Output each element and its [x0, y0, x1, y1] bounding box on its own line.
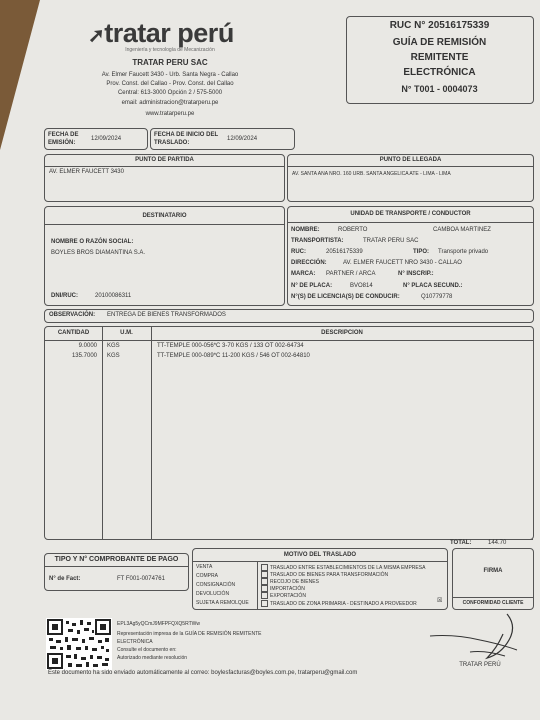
footer-line2: ELECTRÓNICA — [117, 639, 153, 645]
recipient-header: DESTINATARIO — [142, 213, 187, 219]
reason-pickup: RECOJO DE BIENES — [261, 578, 319, 585]
payment-label: N° de Fact: — [49, 576, 81, 582]
checkbox-icon — [261, 564, 268, 571]
departure-value: AV. ELMER FAUCETT 3430 — [49, 169, 124, 175]
checkbox-icon — [261, 600, 268, 607]
ruc-number: RUC N° 20516175339 — [389, 20, 490, 31]
row2-unit: KGS — [107, 353, 120, 359]
brand-label: MARCA: — [291, 271, 316, 277]
arrival-label: PUNTO DE LLEGADA — [379, 157, 442, 163]
address-label: DIRECCIÓN: — [291, 260, 327, 266]
company-address-1: Av. Elmer Faucett 3430 - Urb. Santa Negra - Callao — [101, 72, 239, 78]
reason-same-company: TRASLADO ENTRE ESTABLECIMIENTOS DE LA MISMA EMPRESA — [261, 564, 425, 571]
logo-text: tratar perú — [104, 18, 234, 48]
checkbox-icon — [261, 571, 268, 578]
reason-import: IMPORTACIÓN — [261, 585, 305, 592]
payment-value: FT F001-0074761 — [117, 576, 165, 582]
items-table — [44, 326, 534, 540]
checkbox-icon — [261, 585, 268, 592]
payment-box — [44, 553, 189, 591]
departure-label: PUNTO DE PARTIDA — [135, 157, 194, 163]
departure-box — [44, 154, 285, 202]
arrival-box — [287, 154, 534, 202]
doc-title-2: REMITENTE — [410, 52, 469, 63]
observation-value: ENTREGA DE BIENES TRANSFORMADOS — [107, 312, 226, 318]
signature-name: TRATAR PERÚ — [459, 662, 501, 668]
signature-footer: CONFORMIDAD CLIENTE — [462, 600, 524, 606]
signature-header: FIRMA — [483, 568, 503, 574]
emission-date-box — [44, 128, 148, 150]
reason-box — [192, 548, 448, 610]
plate-label: N° DE PLACA: — [291, 283, 333, 289]
type-label: TIPO: — [413, 249, 429, 255]
driver-surname-value: CAMBOA MARTINEZ — [433, 227, 491, 233]
ruc-label: RUC: — [291, 249, 306, 255]
reason-return: DEVOLUCIÓN — [196, 591, 230, 597]
driver-name-value: ROBERTO — [338, 227, 368, 233]
header-description: DESCRIPCION — [321, 330, 363, 336]
row1-unit: KGS — [107, 343, 120, 349]
background-corner — [0, 0, 40, 150]
reason-header: MOTIVO DEL TRASLADO — [283, 552, 357, 558]
type-value: Transporte privado — [438, 249, 489, 255]
total-value: 144.70 — [488, 540, 507, 546]
recipient-box — [44, 206, 285, 306]
footer-line1: Representación impresa de la GUÍA DE REMISIÓN REMITENTE — [117, 631, 262, 637]
license-value: Q10779778 — [421, 294, 453, 300]
company-phone: Central: 613-3000 Opción 2 / 575-5000 — [117, 90, 223, 96]
emission-date-label: FECHA DE EMISIÓN: — [48, 132, 79, 146]
doc-title-1: GUÍA DE REMISIÓN — [392, 37, 487, 48]
footer-line3: Consulte el documento en: — [117, 647, 177, 653]
recipient-id-label: DNI/RUC: — [51, 293, 78, 299]
doc-number: N° T001 - 0004073 — [401, 84, 478, 94]
driver-name-label: NOMBRE: — [291, 227, 320, 233]
reason-purchase: COMPRA — [196, 573, 218, 579]
header-quantity: CANTIDAD — [57, 330, 90, 336]
company-address-2: Prov. Const. del Callao - Prov. Const. del Callao — [106, 81, 234, 87]
company-tagline: Ingeniería y tecnología de Mecanización — [125, 47, 215, 53]
footer-hash: EPL3Ag5yQCmJ9MFPFQXQ5RTWw — [117, 621, 200, 627]
carrier-value: TRATAR PERU SAC — [363, 238, 419, 244]
checkbox-icon — [261, 578, 268, 585]
doc-title-3: ELECTRÓNICA — [403, 67, 476, 78]
reason-consignment: CONSIGNACIÓN — [196, 582, 236, 588]
reason-sale: VENTA — [196, 564, 213, 570]
transport-header: UNIDAD DE TRANSPORTE / CONDUCTOR — [350, 211, 471, 217]
inscription-label: N° INSCRIP.: — [398, 271, 434, 277]
company-logo — [88, 18, 234, 49]
reason-primary-zone: TRASLADO DE ZONA PRIMARIA - DESTINADO A PROVEEDOR — [261, 600, 417, 607]
checkbox-icon — [261, 592, 268, 599]
footer-email-text: Este documento ha sido enviado automáticamente al correo: boylesfacturas@boyles.com.pe, tratarperu@gmail.com — [48, 670, 358, 676]
recipient-id-value: 20100086311 — [95, 293, 132, 299]
handwritten-signature — [425, 606, 525, 666]
start-date-value: 12/09/2024 — [227, 136, 258, 142]
reason-trailer: SUJETA A REMOLQUE — [196, 600, 249, 606]
reason-transformation: TRASLADO DE BIENES PARA TRANSFORMACIÓN — [261, 571, 388, 578]
license-label: N°(S) DE LICENCIA(S) DE CONDUCIR: — [291, 294, 400, 300]
reason-export: EXPORTACIÓN — [261, 592, 306, 599]
company-email: email: administracion@tratarperu.pe — [121, 100, 219, 106]
start-date-box — [150, 128, 295, 150]
header-unit: U.M. — [120, 330, 133, 336]
carrier-label: TRANSPORTISTA: — [291, 238, 344, 244]
start-date-label: FECHA DE INICIO DEL TRASLADO: — [154, 132, 219, 146]
recipient-name-label: NOMBRE O RAZÓN SOCIAL: — [51, 239, 134, 245]
row1-quantity: 9.0000 — [78, 343, 97, 349]
recipient-name-value: BOYLES BROS DIAMANTINA S.A. — [51, 250, 146, 256]
checked-mark-icon: ☒ — [437, 598, 443, 604]
ruc-value: 20516175339 — [326, 249, 363, 255]
ruc-box — [346, 16, 534, 104]
arrival-value: AV. SANTA ANA NRO. 160 URB. SANTA ANGELICA ATE - LIMA - LIMA — [292, 171, 451, 177]
observation-label: OBSERVACIÓN: — [49, 312, 96, 318]
footer-line4: Autorizado mediante resolución — [117, 655, 188, 661]
transport-box — [287, 206, 534, 306]
payment-header: TIPO Y N° COMPROBANTE DE PAGO — [54, 556, 179, 563]
observation-box — [44, 309, 534, 323]
company-website: www.tratarperu.pe — [145, 111, 195, 117]
address-value: AV. ELMER FAUCETT NRO 3430 - CALLAO — [343, 260, 462, 266]
emission-date-value: 12/09/2024 — [91, 136, 122, 142]
brand-value: PARTNER / ARCA — [326, 271, 376, 277]
row2-quantity: 135.7000 — [71, 353, 97, 359]
row1-description: TT-TEMPLE 000-056*C 3-70 KGS / 133 OT 002-64734 — [157, 343, 304, 349]
plate-value: BVO814 — [350, 283, 373, 289]
company-name: TRATAR PERU SAC — [132, 58, 208, 67]
row2-description: TT-TEMPLE 000-089*C 11-200 KGS / 546 OT 002-64810 — [157, 353, 310, 359]
signature-box — [452, 548, 534, 610]
qr-code — [46, 618, 112, 670]
logo-arrow-icon: ➚ — [88, 25, 105, 47]
secondary-plate-label: N° PLACA SECUND.: — [403, 283, 463, 289]
total-label: TOTAL: — [450, 540, 472, 546]
